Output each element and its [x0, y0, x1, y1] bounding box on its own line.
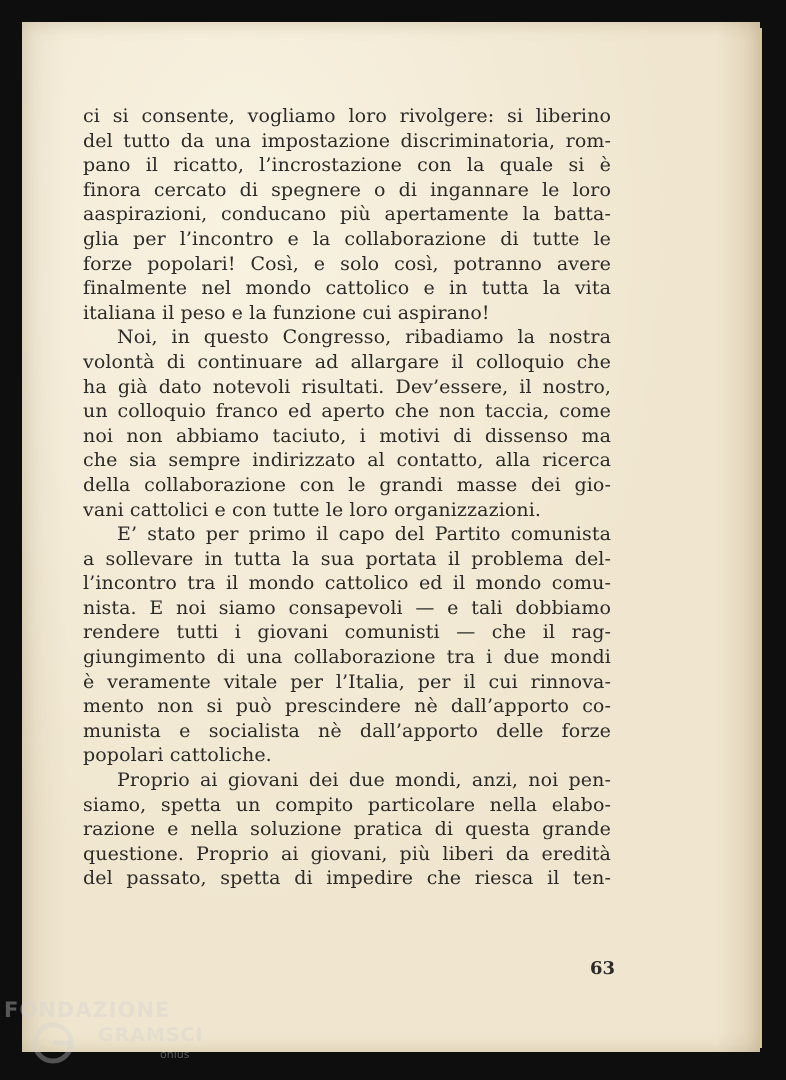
paragraph-1 [83, 104, 611, 325]
text-line: finalmente nel mondo cattolico e in tutta la vita [83, 277, 611, 300]
text-line: popolari cattoliche. [83, 744, 272, 767]
text-line: questione. Proprio ai giovani, più liberi da eredità [83, 842, 611, 865]
text-line: della collaborazione con le grandi masse dei gio- [83, 473, 611, 496]
text-line: vani cattolici e con tutte le loro organizzazioni. [83, 498, 542, 521]
watermark-line-3: onlus [160, 1048, 190, 1061]
text-line: aaspirazioni, conducano più apertamente la batta- [83, 203, 611, 226]
text-line: a sollevare in tutta la sua portata il problema del- [83, 547, 611, 570]
paragraph-4 [83, 768, 611, 891]
text-line: Proprio ai giovani dei due mondi, anzi, noi pen- [117, 769, 611, 792]
paragraph-2 [83, 325, 611, 522]
text-line: Noi, in questo Congresso, ribadiamo la nostra [117, 326, 611, 349]
text-line: finora cercato di spegnere o di ingannare le loro [83, 178, 611, 201]
text-line: che sia sempre indirizzato al contatto, alla ricerca [83, 449, 611, 472]
watermark-line-1: FONDAZIONE [4, 998, 171, 1022]
text-line: italiana il peso e la funzione cui aspirano! [83, 301, 490, 324]
text-line: del tutto da una impostazione discriminatoria, rom- [83, 129, 611, 152]
text-line: munista e socialista nè dall’apporto delle forze [83, 719, 611, 742]
body-text [83, 104, 611, 891]
text-line: è veramente vitale per l’Italia, per il cui rinnova- [83, 670, 611, 693]
text-line: glia per l’incontro e la collaborazione di tutte le [83, 227, 611, 250]
text-line: razione e nella soluzione pratica di questa grande [83, 818, 611, 841]
text-line: l’incontro tra il mondo cattolico ed il mondo comu- [83, 572, 611, 595]
text-line: forze popolari! Così, e solo così, potranno avere [83, 252, 611, 275]
text-line: ci si consente, vogliamo loro rivolgere: si liberino [83, 105, 611, 127]
text-line: noi non abbiamo taciuto, i motivi di dissenso ma [83, 424, 611, 447]
text-line: E’ stato per primo il capo del Partito comunista [117, 523, 611, 546]
watermark-logo-icon [30, 1020, 76, 1066]
text-line: ha già dato notevoli risultati. Dev’essere, il nostro, [83, 375, 611, 398]
text-line: rendere tutti i giovani comunisti — che il rag- [83, 621, 611, 644]
text-line: un colloquio franco ed aperto che non taccia, come [83, 400, 611, 423]
paragraph-3 [83, 522, 611, 768]
text-line: giungimento di una collaborazione tra i due mondi [83, 646, 611, 669]
text-line: volontà di continuare ad allargare il colloquio che [83, 350, 611, 373]
page-number: 63 [590, 958, 616, 979]
text-line: mento non si può prescindere nè dall’apporto co- [83, 695, 611, 718]
watermark [0, 992, 204, 1072]
text-line: pano il ricatto, l’incrostazione con la quale si è [83, 154, 611, 177]
watermark-line-2: GRAMSCI [98, 1024, 204, 1046]
text-line: del passato, spetta di impedire che riesca il ten- [83, 867, 611, 890]
text-line: nista. E noi siamo consapevoli — e tali dobbiamo [83, 596, 611, 619]
text-line: siamo, spetta un compito particolare nella elabo- [83, 793, 611, 816]
